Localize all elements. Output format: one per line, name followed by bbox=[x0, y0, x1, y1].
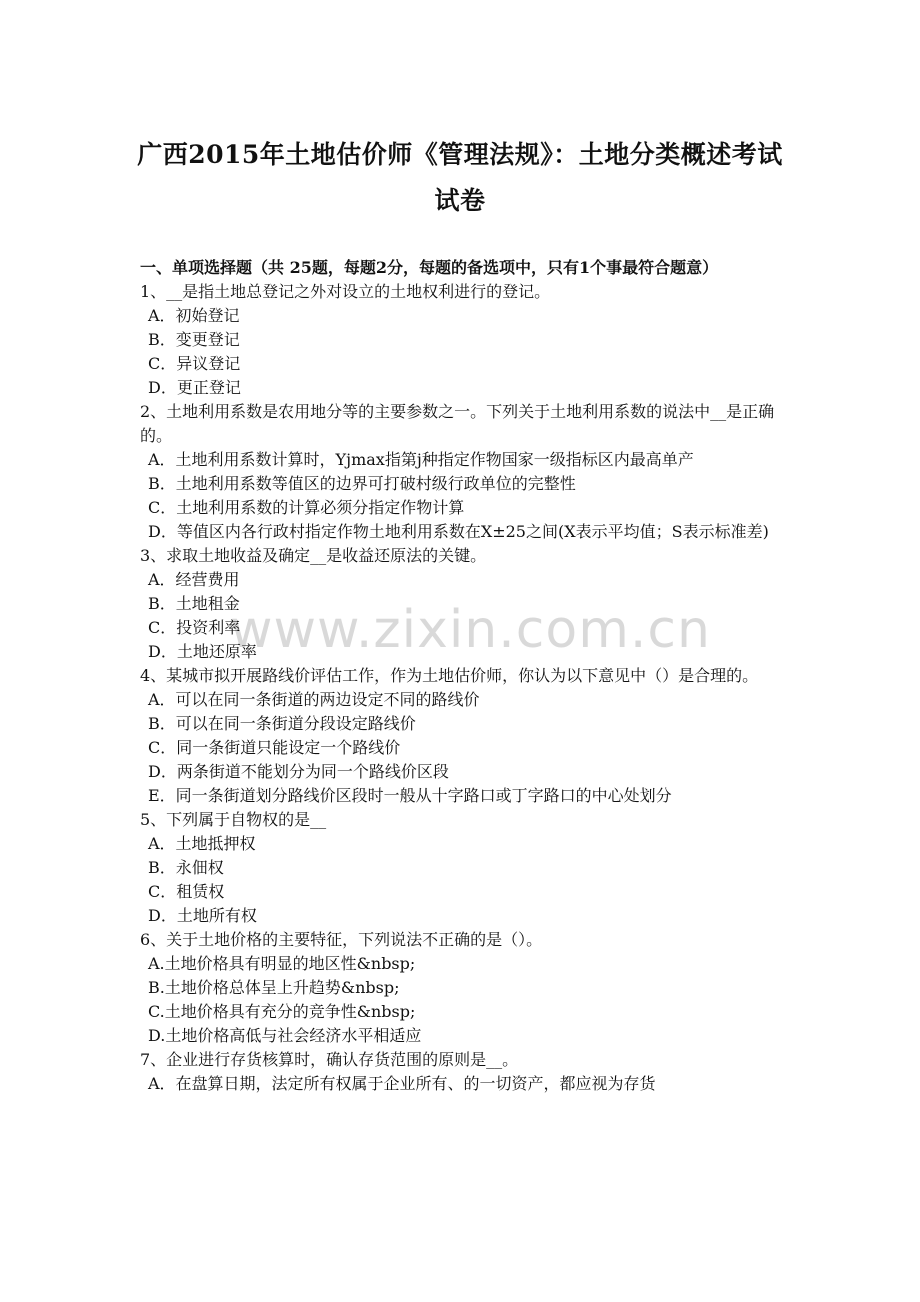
option: D．两条街道不能划分为同一个路线价区段 bbox=[148, 762, 449, 781]
option: C．租赁权 bbox=[148, 882, 225, 901]
question-text: 2、土地利用系数是农用地分等的主要参数之一。下列关于土地利用系数的说法中__是正确的。 bbox=[140, 402, 775, 445]
option: D．土地还原率 bbox=[148, 642, 257, 661]
option: B.土地价格总体呈上升趋势&nbsp; bbox=[148, 978, 400, 997]
question-text: 4、某城市拟开展路线价评估工作，作为土地估价师，你认为以下意见中（）是合理的。 bbox=[140, 666, 759, 685]
option: A．土地利用系数计算时，Yjmax指第j种指定作物国家一级指标区内最高单产 bbox=[148, 450, 694, 469]
title-line-2: 试卷 bbox=[434, 186, 486, 215]
question-text: 1、__是指土地总登记之外对设立的土地权利进行的登记。 bbox=[140, 282, 551, 301]
question-block bbox=[140, 664, 785, 808]
document-title bbox=[120, 132, 800, 224]
section-heading: 一、单项选择题（共 25题，每题2分，每题的备选项中，只有1个事最符合题意） bbox=[140, 258, 719, 277]
question-text: 3、求取土地收益及确定__是收益还原法的关键。 bbox=[140, 546, 487, 565]
option: C．异议登记 bbox=[148, 354, 241, 373]
option: A．土地抵押权 bbox=[148, 834, 256, 853]
watermark: www.zixin.com.cn bbox=[230, 600, 711, 660]
option: B．永佃权 bbox=[148, 858, 224, 877]
question-text: 6、关于土地价格的主要特征，下列说法不正确的是（）。 bbox=[140, 930, 543, 949]
option: D．土地所有权 bbox=[148, 906, 257, 925]
question-text: 7、企业进行存货核算时，确认存货范围的原则是__。 bbox=[140, 1050, 519, 1069]
option: B．变更登记 bbox=[148, 330, 240, 349]
option: A．可以在同一条街道的两边设定不同的路线价 bbox=[148, 690, 480, 709]
option bbox=[140, 520, 785, 544]
option: A．初始登记 bbox=[148, 306, 240, 325]
exam-content bbox=[140, 256, 785, 1096]
option: C．投资利率 bbox=[148, 618, 241, 637]
title-line-1: 广西2015年土地估价师《管理法规》：土地分类概述考试 bbox=[137, 140, 783, 169]
option: D．更正登记 bbox=[148, 378, 241, 397]
option: B．可以在同一条街道分段设定路线价 bbox=[148, 714, 416, 733]
option: D.土地价格高低与社会经济水平相适应 bbox=[148, 1026, 422, 1045]
question-block bbox=[140, 1048, 785, 1096]
question-block bbox=[140, 400, 785, 544]
question-block bbox=[140, 808, 785, 928]
question-block bbox=[140, 928, 785, 1048]
option: C.土地价格具有充分的竞争性&nbsp; bbox=[148, 1002, 416, 1021]
option: B．土地利用系数等值区的边界可打破村级行政单位的完整性 bbox=[148, 474, 576, 493]
option: B．土地租金 bbox=[148, 594, 240, 613]
option: C．同一条街道只能设定一个路线价 bbox=[148, 738, 401, 757]
option-text: D．等值区内各行政村指定作物土地利用系数在X±25之间(X表示平均值；S表示标准差) bbox=[148, 522, 769, 541]
question-text: 5、下列属于自物权的是__ bbox=[140, 810, 327, 829]
option: A．经营费用 bbox=[148, 570, 240, 589]
option: A．在盘算日期，法定所有权属于企业所有、的一切资产，都应视为存货 bbox=[148, 1074, 656, 1093]
question-block bbox=[140, 544, 785, 664]
option: E．同一条街道划分路线价区段时一般从十字路口或丁字路口的中心处划分 bbox=[148, 786, 672, 805]
option: A.土地价格具有明显的地区性&nbsp; bbox=[148, 954, 416, 973]
question-block bbox=[140, 280, 785, 400]
option: C．土地利用系数的计算必须分指定作物计算 bbox=[148, 498, 465, 517]
